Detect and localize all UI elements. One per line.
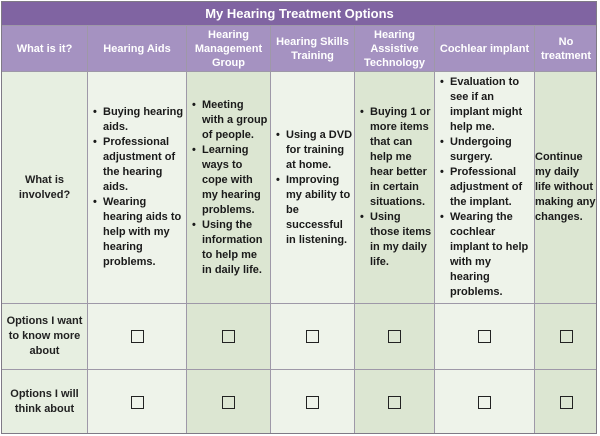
know-more-cell-cochlear-implant xyxy=(435,304,535,370)
header-cochlear-implant: Cochlear implant xyxy=(435,26,535,72)
row-label-what-is-involved: What is involved? xyxy=(2,72,88,304)
hearing-skills-training-details xyxy=(271,72,355,304)
know-more-hearing-skills-training-checkbox[interactable] xyxy=(306,330,319,343)
know-more-cochlear-implant-checkbox[interactable] xyxy=(478,330,491,343)
treatment-options-table xyxy=(1,1,597,434)
know-more-cell-no-treatment xyxy=(535,304,598,370)
know-more-hearing-management-group-checkbox[interactable] xyxy=(222,330,235,343)
list-item: • Using the information to help me in daily life. xyxy=(202,218,268,278)
list-item: • Undergoing surgery. xyxy=(450,135,532,165)
list-item: • Buying hearing aids. xyxy=(103,105,184,135)
header-hearing-management-group: Hearing Management Group xyxy=(187,26,271,72)
know-more-row xyxy=(2,304,598,370)
know-more-cell-hearing-skills-training xyxy=(271,304,355,370)
list-item: • Evaluation to see if an implant might help me. xyxy=(450,75,532,135)
header-what-is-it: What is it? xyxy=(2,26,88,72)
list-item: • Buying 1 or more items that can help me hear better in certain situations. xyxy=(370,105,432,210)
list-item: • Professional adjustment of the hearing aids. xyxy=(103,135,184,195)
list-item: • Professional adjustment of the implant. xyxy=(450,165,532,210)
list-item: • Improving my ability to be successful in listening. xyxy=(286,173,352,248)
hearing-assistive-technology-details xyxy=(355,72,435,304)
think-about-hearing-aids-checkbox[interactable] xyxy=(131,396,144,409)
think-about-cell-hearing-management-group xyxy=(187,370,271,435)
think-about-hearing-assistive-technology-checkbox[interactable] xyxy=(388,396,401,409)
know-more-no-treatment-checkbox[interactable] xyxy=(560,330,573,343)
know-more-cell-hearing-management-group xyxy=(187,304,271,370)
know-more-hearing-aids-checkbox[interactable] xyxy=(131,330,144,343)
know-more-cell-hearing-aids xyxy=(88,304,187,370)
header-no-treatment: No treatment xyxy=(535,26,598,72)
think-about-hearing-skills-training-checkbox[interactable] xyxy=(306,396,319,409)
no-treatment-details: Continue my daily life without making any changes. xyxy=(535,72,598,304)
think-about-cell-hearing-assistive-technology xyxy=(355,370,435,435)
think-about-cell-no-treatment xyxy=(535,370,598,435)
know-more-hearing-assistive-technology-checkbox[interactable] xyxy=(388,330,401,343)
list-item: • Wearing the cochlear implant to help with my hearing problems. xyxy=(450,210,532,300)
header-hearing-aids: Hearing Aids xyxy=(88,26,187,72)
list-item: • Meeting with a group of people. xyxy=(202,98,268,143)
list-item: • Learning ways to cope with my hearing problems. xyxy=(202,143,268,218)
think-about-cell-cochlear-implant xyxy=(435,370,535,435)
think-about-cell-hearing-aids xyxy=(88,370,187,435)
hearing-aids-details xyxy=(88,72,187,304)
list-item: • Wearing hearing aids to help with my hearing problems. xyxy=(103,195,184,270)
hearing-management-group-details xyxy=(187,72,271,304)
cochlear-implant-details xyxy=(435,72,535,304)
think-about-hearing-management-group-checkbox[interactable] xyxy=(222,396,235,409)
row-label-know-more: Options I want to know more about xyxy=(2,304,88,370)
row-label-think-about: Options I will think about xyxy=(2,370,88,435)
list-item: • Using those items in my daily life. xyxy=(370,210,432,270)
treatment-options-table-frame xyxy=(1,1,597,434)
what-is-involved-row xyxy=(2,72,598,304)
know-more-cell-hearing-assistive-technology xyxy=(355,304,435,370)
think-about-cell-hearing-skills-training xyxy=(271,370,355,435)
list-item: • Using a DVD for training at home. xyxy=(286,128,352,173)
table-title: My Hearing Treatment Options xyxy=(2,2,598,26)
think-about-no-treatment-checkbox[interactable] xyxy=(560,396,573,409)
think-about-cochlear-implant-checkbox[interactable] xyxy=(478,396,491,409)
header-hearing-assistive-technology: Hearing Assistive Technology xyxy=(355,26,435,72)
think-about-row xyxy=(2,370,598,435)
header-hearing-skills-training: Hearing Skills Training xyxy=(271,26,355,72)
header-row xyxy=(2,26,598,72)
